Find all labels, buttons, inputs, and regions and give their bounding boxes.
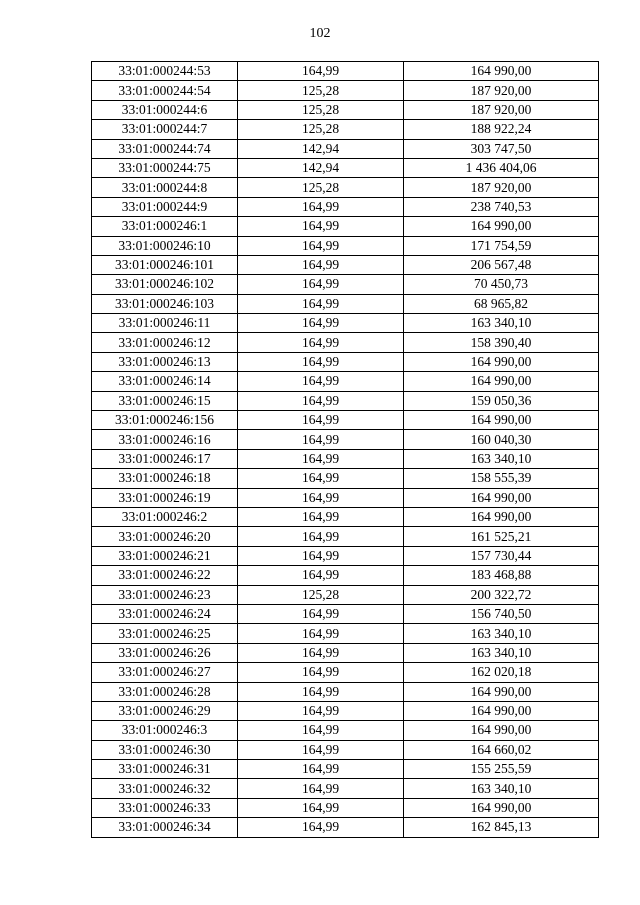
cadastral-number-cell: 33:01:000246:102	[92, 275, 238, 294]
table-row	[92, 566, 599, 585]
table-row	[92, 391, 599, 410]
cadastral-number-cell: 33:01:000246:22	[92, 566, 238, 585]
table-row	[92, 236, 599, 255]
rate-cell: 164,99	[238, 430, 404, 449]
rate-cell: 164,99	[238, 294, 404, 313]
cadastral-number-cell: 33:01:000246:1	[92, 217, 238, 236]
table-row	[92, 294, 599, 313]
cadastral-number-cell: 33:01:000246:16	[92, 430, 238, 449]
cadastral-number-cell: 33:01:000244:54	[92, 81, 238, 100]
table-row	[92, 798, 599, 817]
rate-cell: 164,99	[238, 197, 404, 216]
cadastral-value-table	[91, 61, 599, 838]
cadastral-number-cell: 33:01:000246:31	[92, 760, 238, 779]
rate-cell: 164,99	[238, 255, 404, 274]
rate-cell: 164,99	[238, 372, 404, 391]
rate-cell: 164,99	[238, 721, 404, 740]
rate-cell: 164,99	[238, 624, 404, 643]
cadastral-value-cell: 163 340,10	[404, 449, 599, 468]
table-row	[92, 663, 599, 682]
cadastral-number-cell: 33:01:000246:12	[92, 333, 238, 352]
cadastral-number-cell: 33:01:000244:7	[92, 120, 238, 139]
table-row	[92, 255, 599, 274]
rate-cell: 164,99	[238, 488, 404, 507]
rate-cell: 125,28	[238, 120, 404, 139]
cadastral-number-cell: 33:01:000246:33	[92, 798, 238, 817]
cadastral-value-cell: 238 740,53	[404, 197, 599, 216]
cadastral-value-cell: 157 730,44	[404, 546, 599, 565]
table-row	[92, 469, 599, 488]
cadastral-number-cell: 33:01:000246:19	[92, 488, 238, 507]
cadastral-value-cell: 70 450,73	[404, 275, 599, 294]
rate-cell: 164,99	[238, 62, 404, 81]
cadastral-value-cell: 164 990,00	[404, 721, 599, 740]
table-row	[92, 275, 599, 294]
cadastral-value-cell: 303 747,50	[404, 139, 599, 158]
rate-cell: 164,99	[238, 760, 404, 779]
cadastral-value-cell: 187 920,00	[404, 81, 599, 100]
cadastral-number-cell: 33:01:000246:2	[92, 507, 238, 526]
cadastral-number-cell: 33:01:000244:74	[92, 139, 238, 158]
cadastral-number-cell: 33:01:000246:17	[92, 449, 238, 468]
cadastral-number-cell: 33:01:000246:25	[92, 624, 238, 643]
table-row	[92, 721, 599, 740]
cadastral-value-cell: 162 845,13	[404, 818, 599, 837]
cadastral-value-cell: 156 740,50	[404, 604, 599, 623]
cadastral-value-cell: 164 990,00	[404, 701, 599, 720]
rate-cell: 164,99	[238, 507, 404, 526]
cadastral-value-cell: 164 990,00	[404, 488, 599, 507]
table-row	[92, 546, 599, 565]
table-row	[92, 527, 599, 546]
table-row	[92, 604, 599, 623]
table-row	[92, 217, 599, 236]
table-row	[92, 197, 599, 216]
table-row	[92, 449, 599, 468]
table-row	[92, 643, 599, 662]
table-row	[92, 818, 599, 837]
cadastral-value-cell: 159 050,36	[404, 391, 599, 410]
rate-cell: 164,99	[238, 469, 404, 488]
cadastral-value-cell: 164 990,00	[404, 62, 599, 81]
rate-cell: 164,99	[238, 236, 404, 255]
table-row	[92, 760, 599, 779]
rate-cell: 164,99	[238, 779, 404, 798]
cadastral-number-cell: 33:01:000246:18	[92, 469, 238, 488]
table-row	[92, 62, 599, 81]
cadastral-value-cell: 183 468,88	[404, 566, 599, 585]
cadastral-number-cell: 33:01:000246:14	[92, 372, 238, 391]
rate-cell: 164,99	[238, 682, 404, 701]
rate-cell: 125,28	[238, 178, 404, 197]
cadastral-number-cell: 33:01:000246:156	[92, 411, 238, 430]
table-row	[92, 624, 599, 643]
rate-cell: 164,99	[238, 352, 404, 371]
table-row	[92, 411, 599, 430]
cadastral-value-cell: 164 990,00	[404, 798, 599, 817]
cadastral-number-cell: 33:01:000246:30	[92, 740, 238, 759]
rate-cell: 164,99	[238, 566, 404, 585]
cadastral-number-cell: 33:01:000246:29	[92, 701, 238, 720]
table-row	[92, 488, 599, 507]
table-row	[92, 701, 599, 720]
rate-cell: 164,99	[238, 798, 404, 817]
cadastral-number-cell: 33:01:000244:8	[92, 178, 238, 197]
cadastral-value-cell: 163 340,10	[404, 624, 599, 643]
table-row	[92, 120, 599, 139]
table-row	[92, 740, 599, 759]
table-row	[92, 314, 599, 333]
rate-cell: 164,99	[238, 740, 404, 759]
table-row	[92, 100, 599, 119]
rate-cell: 164,99	[238, 663, 404, 682]
rate-cell: 164,99	[238, 333, 404, 352]
rate-cell: 164,99	[238, 217, 404, 236]
rate-cell: 125,28	[238, 100, 404, 119]
cadastral-value-cell: 164 990,00	[404, 352, 599, 371]
cadastral-value-cell: 163 340,10	[404, 643, 599, 662]
cadastral-number-cell: 33:01:000246:11	[92, 314, 238, 333]
table-row	[92, 352, 599, 371]
cadastral-value-cell: 163 340,10	[404, 314, 599, 333]
rate-cell: 164,99	[238, 604, 404, 623]
rate-cell: 164,99	[238, 411, 404, 430]
cadastral-number-cell: 33:01:000246:103	[92, 294, 238, 313]
cadastral-number-cell: 33:01:000246:23	[92, 585, 238, 604]
cadastral-number-cell: 33:01:000246:3	[92, 721, 238, 740]
cadastral-number-cell: 33:01:000246:32	[92, 779, 238, 798]
table-body	[92, 62, 599, 838]
cadastral-value-cell: 188 922,24	[404, 120, 599, 139]
cadastral-value-cell: 164 990,00	[404, 411, 599, 430]
rate-cell: 164,99	[238, 643, 404, 662]
rate-cell: 164,99	[238, 701, 404, 720]
rate-cell: 164,99	[238, 314, 404, 333]
cadastral-value-cell: 164 990,00	[404, 682, 599, 701]
table-row	[92, 779, 599, 798]
cadastral-number-cell: 33:01:000244:53	[92, 62, 238, 81]
cadastral-value-cell: 155 255,59	[404, 760, 599, 779]
cadastral-value-cell: 162 020,18	[404, 663, 599, 682]
cadastral-number-cell: 33:01:000246:28	[92, 682, 238, 701]
cadastral-value-cell: 158 555,39	[404, 469, 599, 488]
table-row	[92, 81, 599, 100]
cadastral-value-cell: 164 990,00	[404, 507, 599, 526]
cadastral-value-cell: 200 322,72	[404, 585, 599, 604]
rate-cell: 164,99	[238, 275, 404, 294]
cadastral-number-cell: 33:01:000246:10	[92, 236, 238, 255]
cadastral-number-cell: 33:01:000246:13	[92, 352, 238, 371]
cadastral-number-cell: 33:01:000246:34	[92, 818, 238, 837]
cadastral-value-cell: 68 965,82	[404, 294, 599, 313]
rate-cell: 164,99	[238, 449, 404, 468]
cadastral-number-cell: 33:01:000246:15	[92, 391, 238, 410]
table-row	[92, 585, 599, 604]
rate-cell: 125,28	[238, 585, 404, 604]
cadastral-number-cell: 33:01:000246:24	[92, 604, 238, 623]
table-row	[92, 430, 599, 449]
cadastral-value-cell: 164 660,02	[404, 740, 599, 759]
cadastral-value-cell: 206 567,48	[404, 255, 599, 274]
cadastral-number-cell: 33:01:000246:20	[92, 527, 238, 546]
cadastral-value-cell: 187 920,00	[404, 178, 599, 197]
rate-cell: 142,94	[238, 139, 404, 158]
table-row	[92, 372, 599, 391]
cadastral-number-cell: 33:01:000244:9	[92, 197, 238, 216]
cadastral-value-cell: 164 990,00	[404, 372, 599, 391]
rate-cell: 125,28	[238, 81, 404, 100]
cadastral-number-cell: 33:01:000246:21	[92, 546, 238, 565]
cadastral-number-cell: 33:01:000246:27	[92, 663, 238, 682]
table-row	[92, 682, 599, 701]
table-row	[92, 158, 599, 177]
table-row	[92, 507, 599, 526]
rate-cell: 164,99	[238, 818, 404, 837]
cadastral-value-cell: 161 525,21	[404, 527, 599, 546]
cadastral-value-cell: 1 436 404,06	[404, 158, 599, 177]
rate-cell: 164,99	[238, 546, 404, 565]
rate-cell: 164,99	[238, 527, 404, 546]
cadastral-number-cell: 33:01:000244:75	[92, 158, 238, 177]
page-number: 102	[309, 26, 331, 41]
cadastral-number-cell: 33:01:000246:101	[92, 255, 238, 274]
table-row	[92, 139, 599, 158]
cadastral-value-cell: 163 340,10	[404, 779, 599, 798]
cadastral-number-cell: 33:01:000246:26	[92, 643, 238, 662]
table-row	[92, 178, 599, 197]
cadastral-value-cell: 164 990,00	[404, 217, 599, 236]
cadastral-number-cell: 33:01:000244:6	[92, 100, 238, 119]
table-row	[92, 333, 599, 352]
rate-cell: 142,94	[238, 158, 404, 177]
cadastral-value-cell: 171 754,59	[404, 236, 599, 255]
cadastral-value-cell: 158 390,40	[404, 333, 599, 352]
rate-cell: 164,99	[238, 391, 404, 410]
cadastral-value-cell: 187 920,00	[404, 100, 599, 119]
cadastral-value-cell: 160 040,30	[404, 430, 599, 449]
